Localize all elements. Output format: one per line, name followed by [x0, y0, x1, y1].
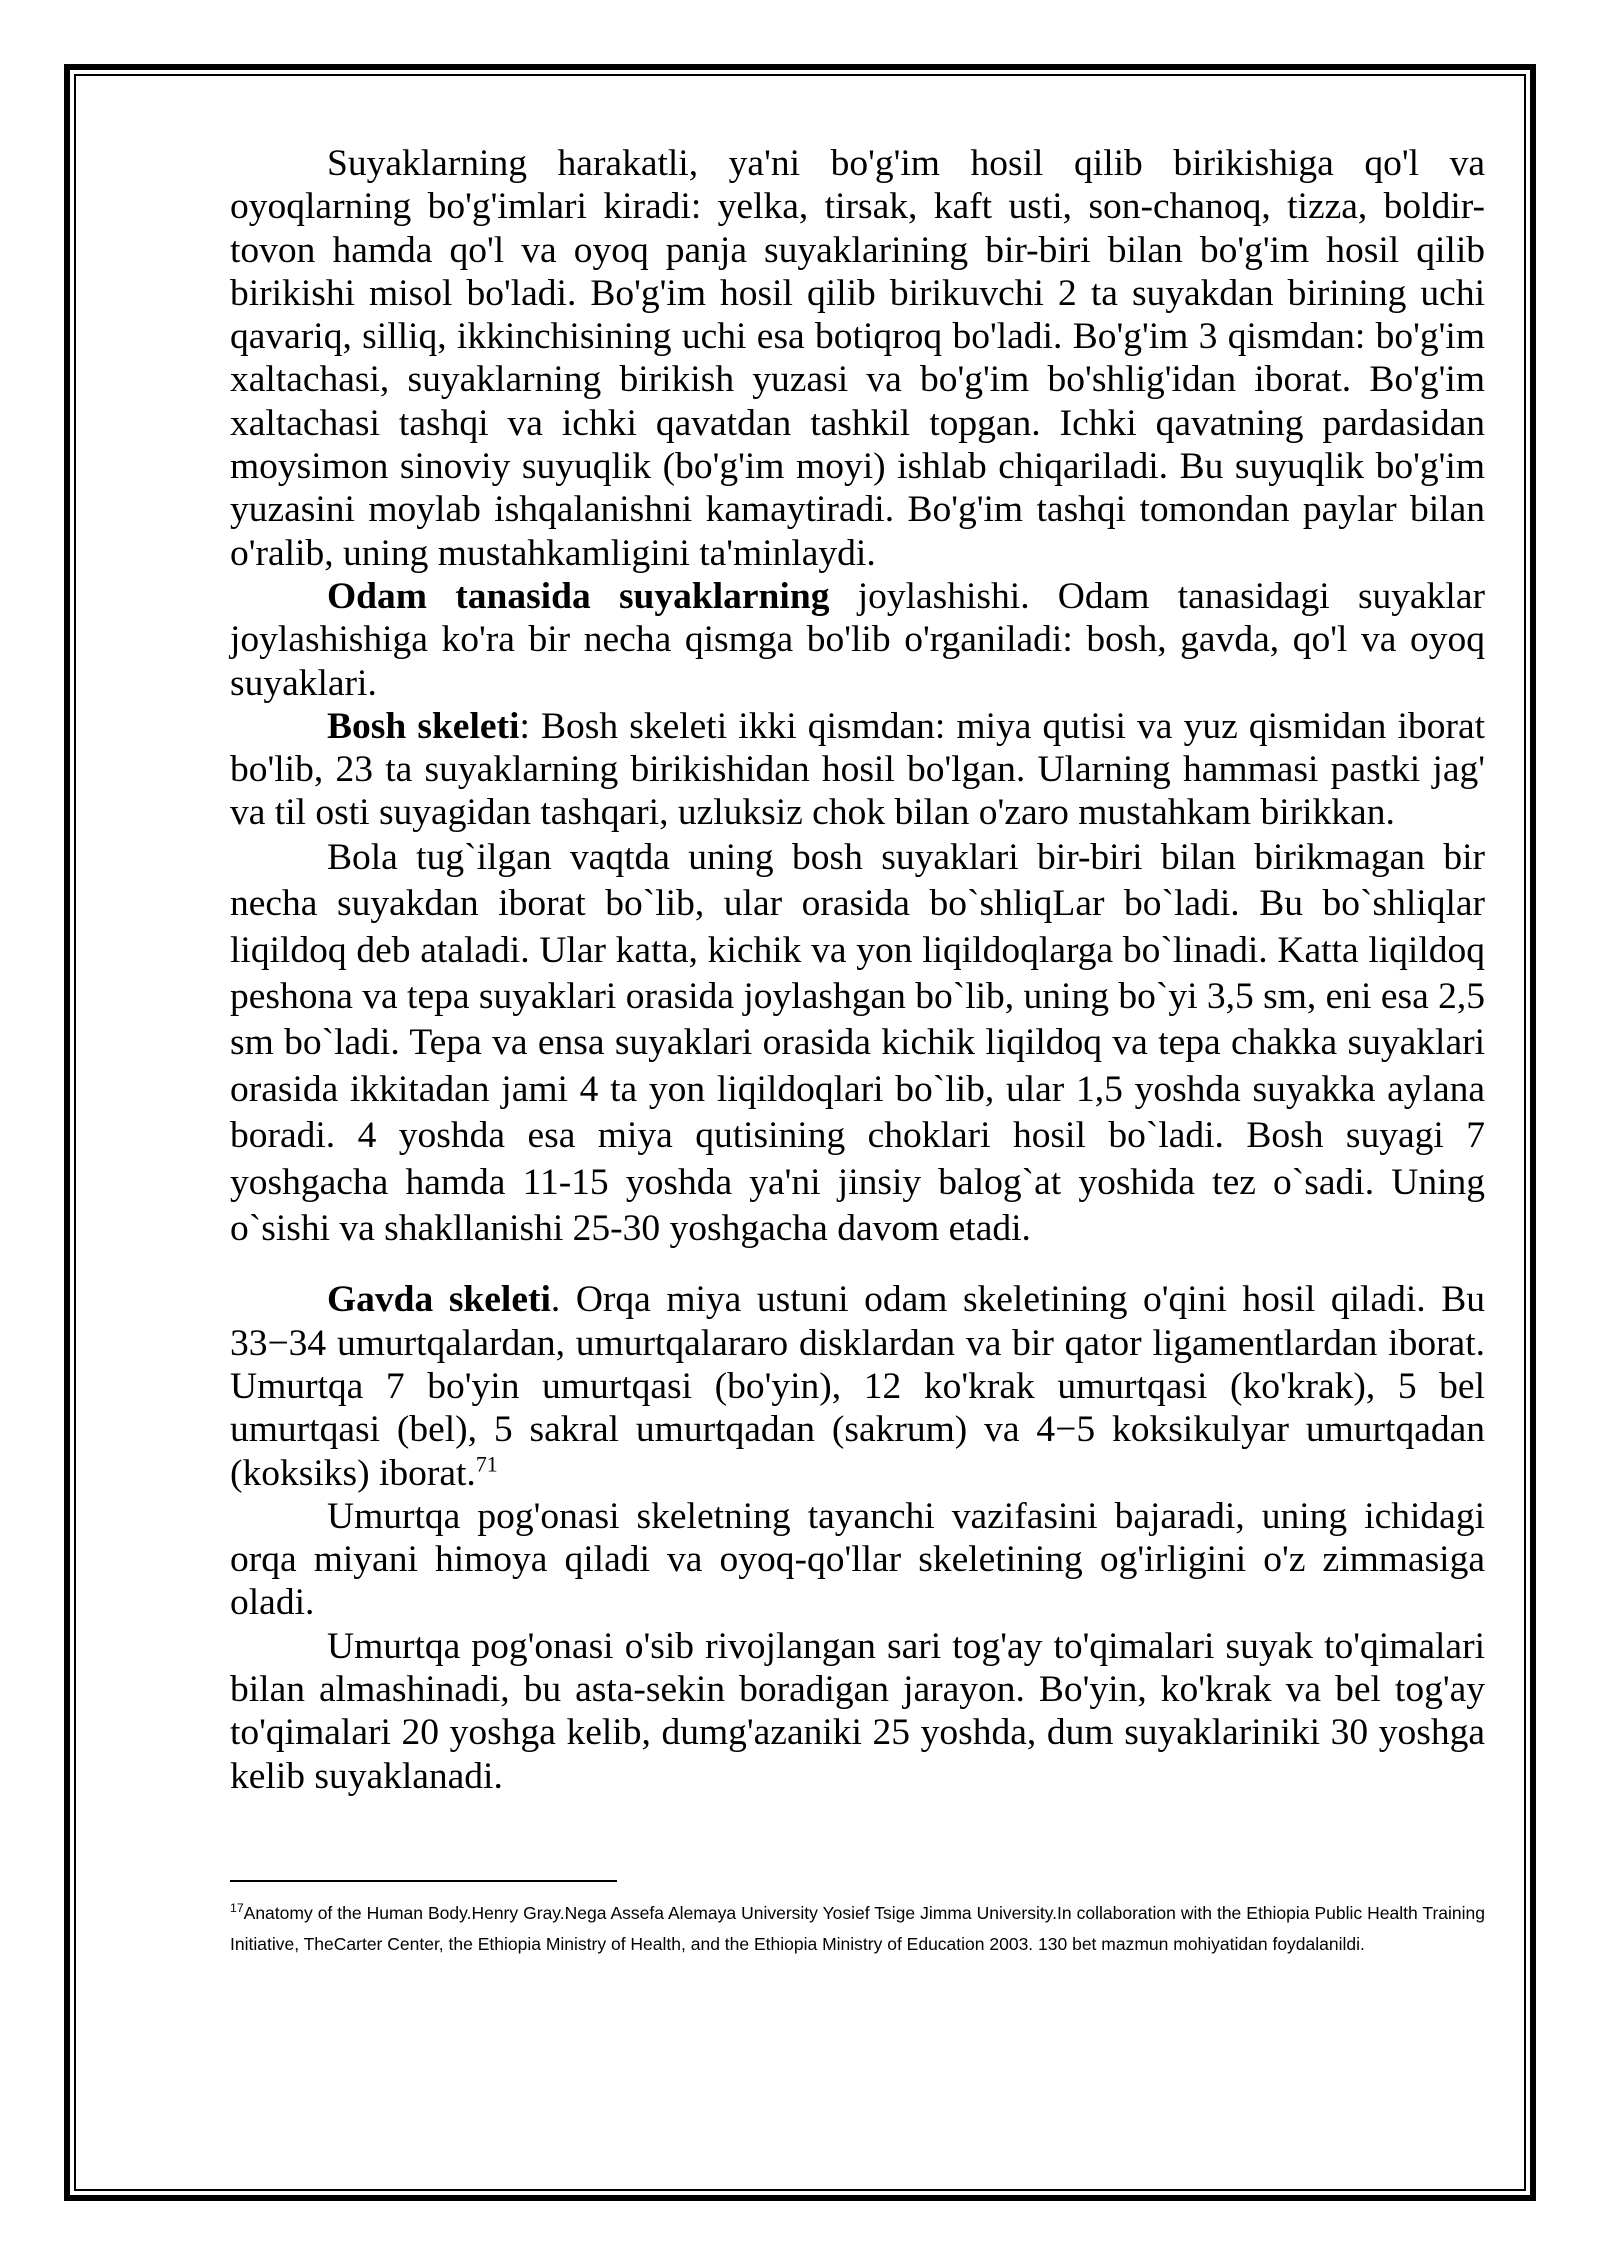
paragraph-heading: Gavda skeleti	[327, 1279, 551, 1321]
paragraph-heading: Odam tanasida suyaklarning	[327, 575, 830, 617]
body-paragraph	[230, 575, 1485, 705]
footnote-mark: 17	[230, 1901, 244, 1916]
paragraph-text: Umurtqa pog'onasi skeletning tayanchi vazifasini bajaradi, uning ichidagi orqa miyani himoya qiladi va oyoq-qo'llar skeletining og'irligini o'z zimmasiga oladi.	[230, 1495, 1485, 1624]
body-paragraph	[230, 1278, 1485, 1494]
paragraph-text: Suyaklarning harakatli, ya'ni bo'g'im hosil qilib birikishiga qo'l va oyoqlarning bo'g'imlari kiradi: yelka, tirsak, kaft usti, son-chanoq, tizza, boldir-tovon hamda qo'l va oyoq panja suyaklarining bir-biri bilan bo'g'im hosil qilib birikishi misol bo'ladi. Bo'g'im hosil qilib birikuvchi 2 ta suyakdan birining uchi qavariq, silliq, ikkinchisining uchi esa botiqroq bo'ladi. Bo'g'im 3 qismdan: bo'g'im xaltachasi, suyaklarning birikish yuzasi va bo'g'im bo'shlig'idan iborat. Bo'g'im xaltachasi tashqi va ichki qavatdan tashkil topgan. Ichki qavatning pardasidan moysimon sinoviy suyuqlik (bo'g'im moyi) ishlab chiqariladi. Bu suyuqlik bo'g'im yuzasini moylab ishqalanishni kamaytiradi. Bo'g'im tashqi tomondan paylar bilan o'ralib, uning mustahkamligini ta'minlaydi.	[230, 143, 1485, 574]
footnote	[230, 1898, 1485, 1959]
body-paragraph	[230, 705, 1485, 835]
paragraph-text: Bola tug`ilgan vaqtda uning bosh suyaklari bir-biri bilan birikmagan bir necha suyakdan iborat bo`lib, ular orasida bo`shliqLar bo`ladi. Bu bo`shliqlar liqildoq deb ataladi. Ular katta, kichik va yon liqildoqlarga bo`linadi. Katta liqildoq peshona va tepa suyaklari orasida joylashgan bo`lib, uning bo`yi 3,5 sm, eni esa 2,5 sm bo`ladi. Tepa va ensa suyaklari orasida kichik liqildoq va tepa chakka suyaklari orasida ikkitadan jami 4 ta yon liqildoqlari bo`lib, ular 1,5 yoshda suyakka aylana boradi. 4 yoshda esa miya qutisining choklari hosil bo`ladi. Bosh suyagi 7 yoshgacha hamda 11-15 yoshda ya'ni jinsiy balog`at yoshida tez o`sadi. Uning o`sishi va shakllanishi 25-30 yoshgacha davom etadi.	[230, 836, 1485, 1249]
paragraph-text: joylashishi. Odam tanasidagi suyaklar joylashishiga ko'ra bir necha qismga bo'lib o'rganiladi: bosh, gavda, qo'l va oyoq suyaklari.	[230, 575, 1485, 704]
footnote-text: Anatomy of the Human Body.Henry Gray.Nega Assefa Alemaya University Yosief Tsige Jimma University.In collaboration with the Ethiopia Public Health Training Initiative, TheCarter Center, the Ethiopia Ministry of Health, and the Ethiopia Ministry of Education 2003. 130 bet mazmun mohiyatidan foydalanildi.	[230, 1903, 1485, 1954]
paragraph-text: Umurtqa pog'onasi o'sib rivojlangan sari tog'ay to'qimalari suyak to'qimalari bilan almashinadi, bu asta-sekin boradigan jarayon. Bo'yin, ko'krak va bel tog'ay to'qimalari 20 yoshga kelib, dumg'azaniki 25 yoshda, dum suyaklariniki 30 yoshga kelib suyaklanadi.	[230, 1625, 1485, 1797]
footnote-separator	[230, 1880, 617, 1882]
footnote-reference: 71	[475, 1452, 498, 1477]
paragraph-heading: Bosh skeleti	[327, 705, 520, 747]
body-paragraph	[230, 142, 1485, 575]
paragraph-text: : Bosh skeleti ikki qismdan: miya qutisi va yuz qismidan iborat bo'lib, 23 ta suyaklarning birikishidan hosil bo'lgan. Ularning hammasi pastki jag' va til osti suyagidan tashqari, uzluksiz chok bilan o'zaro mustahkam birikkan.	[230, 705, 1486, 834]
body-paragraph	[230, 1625, 1485, 1798]
body-paragraph	[230, 1495, 1485, 1625]
body-paragraph	[230, 835, 1485, 1253]
paragraph-text: . Orqa miya ustuni odam skeletining o'qini hosil qiladi. Bu 33−34 umurtqalardan, umurtqalararo disklardan va bir qator ligamentlardan iborat. Umurtqa 7 bo'yin umurtqasi (bo'yin), 12 ko'krak umurtqasi (ko'krak), 5 bel umurtqasi (bel), 5 sakral umurtqadan (sakrum) va 4−5 koksikulyar umurtqadan (koksiks) iborat.	[230, 1279, 1485, 1494]
page-body	[230, 142, 1485, 1798]
